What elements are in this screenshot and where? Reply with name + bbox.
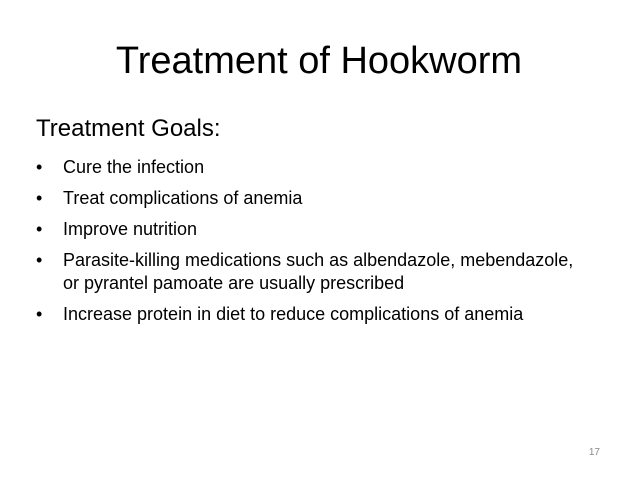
list-item-text: Treat complications of anemia bbox=[63, 188, 303, 208]
page-number: 17 bbox=[588, 447, 600, 458]
bullet-list bbox=[36, 156, 576, 334]
list-item bbox=[36, 187, 576, 210]
bullet-icon: • bbox=[36, 304, 43, 324]
slide-subtitle: Treatment Goals: bbox=[36, 115, 221, 142]
bullet-icon: • bbox=[36, 219, 43, 239]
list-item bbox=[36, 156, 576, 179]
list-item bbox=[36, 249, 576, 295]
bullet-icon: • bbox=[36, 188, 43, 208]
list-item bbox=[36, 218, 576, 241]
list-item-text: Improve nutrition bbox=[63, 219, 198, 239]
list-item-text: Parasite-killing medications such as albendazole, mebendazole, or pyrantel pamoate are usually prescribed bbox=[63, 250, 574, 293]
slide-title: Treatment of Hookworm bbox=[115, 40, 523, 82]
list-item bbox=[36, 303, 576, 326]
bullet-icon: • bbox=[36, 157, 43, 177]
list-item-text: Cure the infection bbox=[63, 157, 205, 177]
bullet-icon: • bbox=[36, 250, 43, 270]
list-item-text: Increase protein in diet to reduce complications of anemia bbox=[63, 304, 524, 324]
